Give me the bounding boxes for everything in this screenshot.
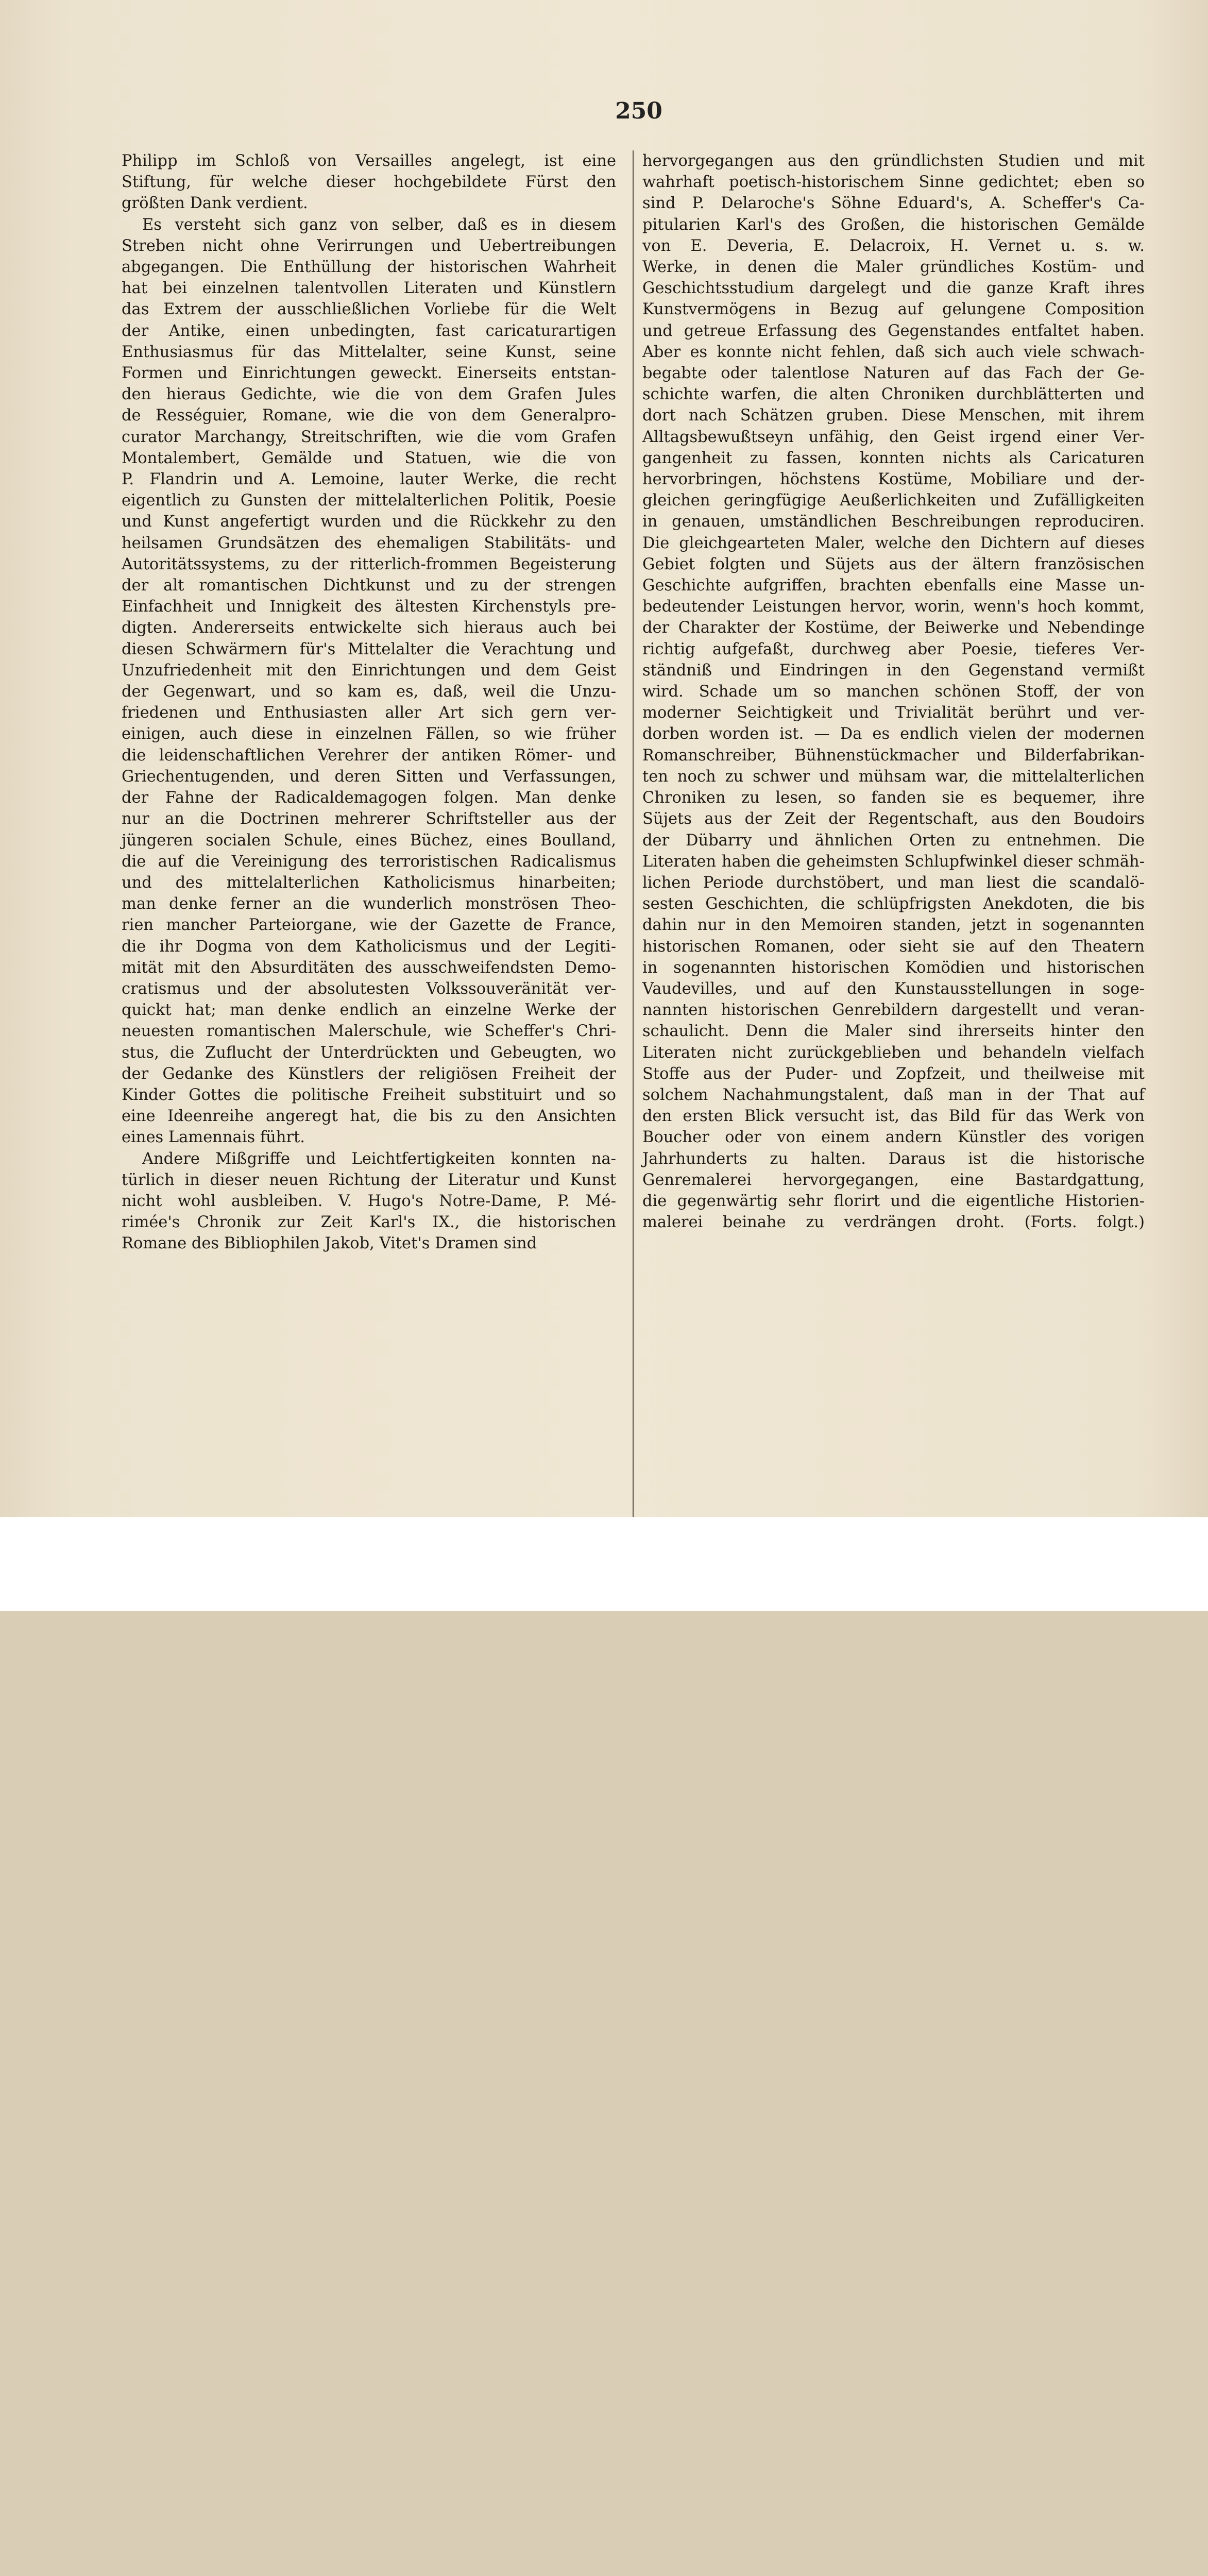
text-line: die auf die Vereinigung des terroristischen Radicalismus [122, 852, 616, 871]
text-line: schichte warfen, die alten Chroniken durchblätterten und [642, 385, 1145, 404]
text-line: Aber es konnte nicht fehlen, daß sich auch viele schwach- [642, 343, 1145, 361]
text-line: Boucher oder von einem andern Künstler des vorigen [642, 1128, 1145, 1147]
text-line: rien mancher Parteiorgane, wie der Gazette de France, [122, 916, 616, 935]
text-line: heilsamen Grundsätzen des ehemaligen Stabilitäts- und [122, 534, 616, 552]
text-line: wahrhaft poetisch-historischem Sinne gedichtet; eben so [642, 173, 1145, 192]
text-line: Formen und Einrichtungen geweckt. Einerseits entstan- [122, 364, 616, 383]
text-line: Die gleichgearteten Maler, welche den Dichtern auf dieses [642, 534, 1145, 552]
text-line: Jahrhunderts zu halten. Daraus ist die historische [642, 1149, 1145, 1168]
text-line: eigentlich zu Gunsten der mittelalterlichen Politik, Poesie [122, 492, 616, 510]
text-line: Streben nicht ohne Verirrungen und Uebertreibungen [122, 236, 616, 255]
text-line: ständniß und Eindringen in den Gegenstand vermißt [642, 661, 1145, 680]
text-line: Werke, in denen die Maler gründliches Kostüm- und [642, 258, 1145, 277]
text-line: der Antike, einen unbedingten, fast caricaturartigen [122, 321, 616, 340]
text-line: Unzufriedenheit mit den Einrichtungen und dem Geist [122, 661, 616, 680]
text-line: von E. Deveria, E. Delacroix, H. Vernet u. s. w. [642, 236, 1145, 255]
text-line: der Gedanke des Künstlers der religiösen Freiheit der [122, 1064, 616, 1083]
text-line: dort nach Schätzen gruben. Diese Menschen, mit ihrem [642, 406, 1145, 425]
text-line: dorben worden ist. — Da es endlich vielen der modernen [642, 725, 1145, 743]
text-line: Vaudevilles, und auf den Kunstausstellungen in soge- [642, 979, 1145, 998]
text-line: Philipp im Schloß von Versailles angelegt, ist eine [122, 152, 616, 170]
text-line: Chroniken zu lesen, so fanden sie es bequemer, ihre [642, 789, 1145, 807]
text-line: und des mittelalterlichen Katholicismus hinarbeiten; [122, 873, 616, 892]
text-line: mität mit den Absurditäten des ausschweifendsten Demo- [122, 958, 616, 977]
text-line: Alltagsbewußtseyn unfähig, den Geist irgend einer Ver- [642, 428, 1145, 446]
text-line: Geschichtsstudium dargelegt und die ganze Kraft ihres [642, 279, 1145, 298]
text-line: malerei beinahe zu verdrängen droht. (Forts. folgt.) [642, 1213, 1145, 1232]
footer-bar [0, 1517, 1208, 1611]
text-line: curator Marchangy, Streitschriften, wie die vom Grafen [122, 428, 616, 446]
text-line: nannten historischen Genrebildern dargestellt und veran- [642, 1001, 1145, 1020]
text-line: schaulicht. Denn die Maler sind ihrerseits hinter den [642, 1022, 1145, 1041]
text-line: solchem Nachahmungstalent, daß man in der That auf [642, 1086, 1145, 1104]
text-line: digten. Andererseits entwickelte sich hieraus auch bei [122, 619, 616, 637]
text-line: sesten Geschichten, die schlüpfrigsten Anekdoten, die bis [642, 895, 1145, 913]
text-line: der Dübarry und ähnlichen Orten zu entnehmen. Die [642, 831, 1145, 850]
text-line: die gegenwärtig sehr florirt und die eigentliche Historien- [642, 1192, 1145, 1210]
text-line: eine Ideenreihe angeregt hat, die bis zu den Ansichten [122, 1107, 616, 1126]
text-line: Es versteht sich ganz von selber, daß es in diesem [142, 215, 616, 234]
text-line: rimée's Chronik zur Zeit Karl's IX., die historischen [122, 1213, 616, 1232]
text-line: diesen Schwärmern für's Mittelalter die Verachtung und [122, 640, 616, 658]
text-line: wird. Schade um so manchen schönen Stoff, der von [642, 683, 1145, 701]
text-line: gleichen geringfügige Aeußerlichkeiten und Zufälligkeiten [642, 492, 1145, 510]
text-line: eines Lamennais führt. [122, 1128, 305, 1147]
text-line: die ihr Dogma von dem Katholicismus und der Legiti- [122, 937, 616, 956]
text-line: cratismus und der absolutesten Volkssouveränität ver- [122, 979, 616, 998]
text-line: historischen Romanen, oder sieht sie auf den Theatern [642, 937, 1145, 956]
text-line: begabte oder talentlose Naturen auf das Fach der Ge- [642, 364, 1145, 383]
text-line: der alt romantischen Dichtkunst und zu der strengen [122, 577, 616, 595]
text-line: türlich in dieser neuen Richtung der Literatur und Kunst [122, 1171, 616, 1189]
text-column-left [122, 150, 616, 1255]
text-column-right [642, 150, 1145, 1233]
text-line: hat bei einzelnen talentvollen Literaten und Künstlern [122, 279, 616, 298]
text-line: neuesten romantischen Malerschule, wie Scheffer's Chri- [122, 1022, 616, 1041]
text-line: der Gegenwart, und so kam es, daß, weil die Unzu- [122, 683, 616, 701]
text-line: friedenen und Enthusiasten aller Art sich gern ver- [122, 704, 616, 722]
text-line: Romanschreiber, Bühnenstückmacher und Bilderfabrikan- [642, 746, 1145, 765]
text-line: in genauen, umständlichen Beschreibungen reproduciren. [642, 513, 1145, 531]
text-line: de Rességuier, Romane, wie die von dem Generalpro- [122, 406, 616, 425]
text-line: nur an die Doctrinen mehrerer Schriftsteller aus der [122, 810, 616, 828]
text-line: ten noch zu schwer und mühsam war, die mittelalterlichen [642, 767, 1145, 786]
text-line: dahin nur in den Memoiren standen, jetzt in sogenannten [642, 916, 1145, 935]
text-line: moderner Seichtigkeit und Trivialität berührt und ver- [642, 704, 1145, 722]
text-line: richtig aufgefaßt, durchweg aber Poesie, tieferes Ver- [642, 640, 1145, 658]
text-line: die leidenschaftlichen Verehrer der antiken Römer- und [122, 746, 616, 765]
text-line: Stiftung, für welche dieser hochgebildete Fürst den [122, 173, 616, 192]
text-line: Einfachheit und Innigkeit des ältesten Kirchenstyls pre- [122, 598, 616, 616]
column-divider [633, 150, 634, 1531]
text-line: einigen, auch diese in einzelnen Fällen, so wie früher [122, 725, 616, 743]
text-line: gangenheit zu fassen, konnten nichts als Caricaturen [642, 449, 1145, 467]
text-line: Literaten haben die geheimsten Schlupfwinkel dieser schmäh- [642, 852, 1145, 871]
text-line: lichen Periode durchstöbert, und man liest die scandalö- [642, 873, 1145, 892]
text-line: und getreue Erfassung des Gegenstandes entfaltet haben. [642, 321, 1145, 340]
text-line: Romane des Bibliophilen Jakob, Vitet's Dramen sind [122, 1234, 537, 1253]
text-line: in sogenannten historischen Komödien und historischen [642, 958, 1145, 977]
text-line: und Kunst angefertigt wurden und die Rückkehr zu den [122, 513, 616, 531]
text-line: Griechentugenden, und deren Sitten und Verfassungen, [122, 767, 616, 786]
text-line: quickt hat; man denke endlich an einzelne Werke der [122, 1001, 616, 1020]
text-line: bedeutender Leistungen hervor, worin, wenn's hoch kommt, [642, 598, 1145, 616]
text-line: Kunstvermögens in Bezug auf gelungene Composition [642, 300, 1145, 319]
text-line: pitularien Karl's des Großen, die historischen Gemälde [642, 215, 1145, 234]
text-line: den ersten Blick versucht ist, das Bild für das Werk von [642, 1107, 1145, 1126]
text-line: größten Dank verdient. [122, 194, 308, 213]
text-line: den hieraus Gedichte, wie die von dem Grafen Jules [122, 385, 616, 404]
text-line: das Extrem der ausschließlichen Vorliebe für die Welt [122, 300, 616, 319]
text-line: Süjets aus der Zeit der Regentschaft, aus den Boudoirs [642, 810, 1145, 828]
text-line: sind P. Delaroche's Söhne Eduard's, A. Scheffer's Ca- [642, 194, 1145, 213]
text-line: P. Flandrin und A. Lemoine, lauter Werke, die recht [122, 470, 616, 489]
text-line: Gebiet folgten und Süjets aus der ältern französischen [642, 555, 1145, 573]
text-line: nicht wohl ausbleiben. V. Hugo's Notre-Dame, P. Mé- [122, 1192, 616, 1210]
text-line: Enthusiasmus für das Mittelalter, seine Kunst, seine [122, 343, 616, 361]
text-line: Genremalerei hervorgegangen, eine Bastardgattung, [642, 1171, 1145, 1189]
text-line: Kinder Gottes die politische Freiheit substituirt und so [122, 1086, 616, 1104]
text-line: hervorbringen, höchstens Kostüme, Mobiliare und der- [642, 470, 1145, 489]
text-line: der Charakter der Kostüme, der Beiwerke und Nebendinge [642, 619, 1145, 637]
text-line: jüngeren socialen Schule, eines Büchez, eines Boulland, [122, 831, 616, 850]
text-line: stus, die Zuflucht der Unterdrückten und Gebeugten, wo [122, 1043, 616, 1062]
text-line: Stoffe aus der Puder- und Zopfzeit, und theilweise mit [642, 1064, 1145, 1083]
text-line: Andere Mißgriffe und Leichtfertigkeiten konnten na- [142, 1149, 616, 1168]
text-line: Geschichte aufgriffen, brachten ebenfalls eine Masse un- [642, 577, 1145, 595]
text-line: Montalembert, Gemälde und Statuen, wie die von [122, 449, 616, 467]
text-line: hervorgegangen aus den gründlichsten Studien und mit [642, 152, 1145, 170]
text-line: der Fahne der Radicaldemagogen folgen. Man denke [122, 789, 616, 807]
text-line: abgegangen. Die Enthüllung der historischen Wahrheit [122, 258, 616, 277]
text-line: Autoritätssystems, zu der ritterlich-frommen Begeisterung [122, 555, 616, 573]
text-line: man denke ferner an die wunderlich monströsen Theo- [122, 895, 616, 913]
text-line: Literaten nicht zurückgeblieben und behandeln vielfach [642, 1043, 1145, 1062]
page-number: 250 [615, 98, 662, 124]
